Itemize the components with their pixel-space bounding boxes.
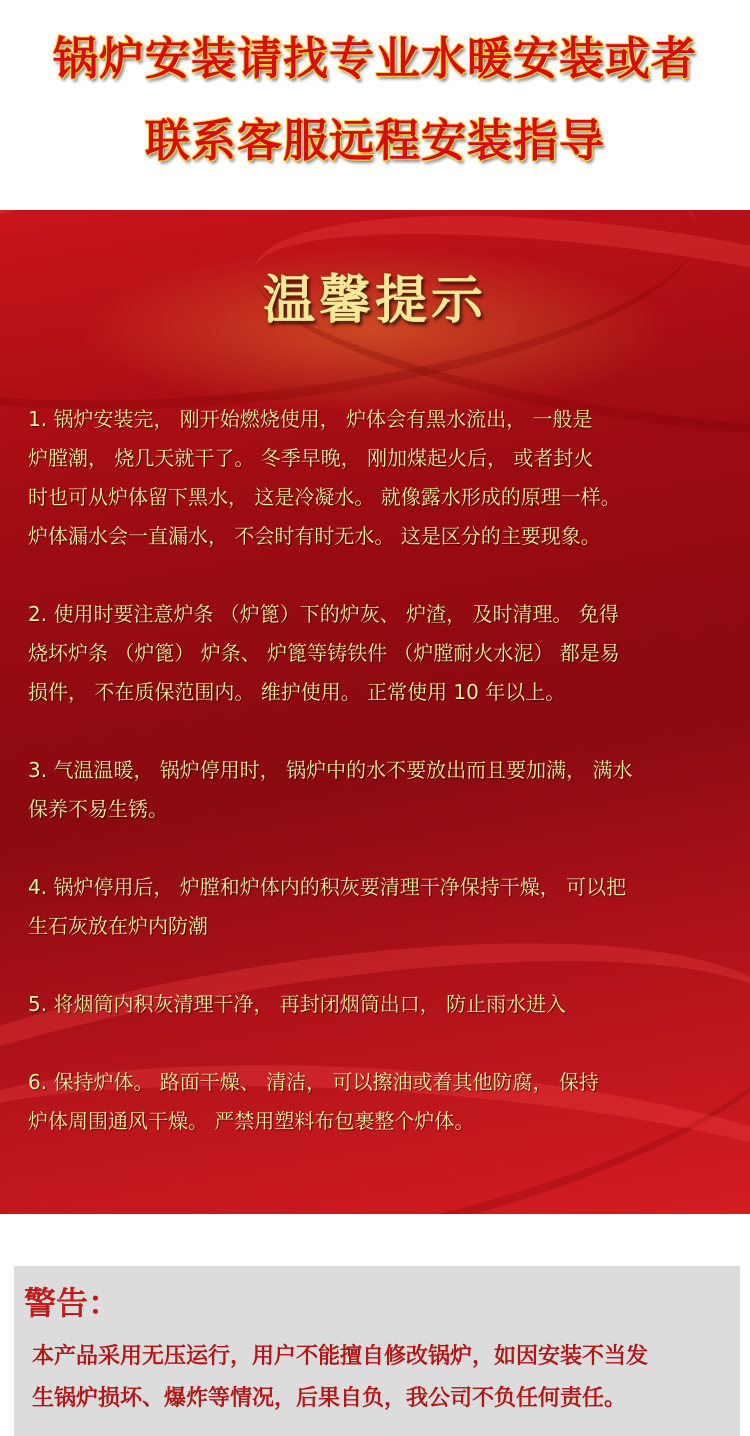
tip-item: 6. 保持炉体。 路面干燥、 清洁， 可以擦油或着其他防腐， 保持 炉体周围通风干燥。 严禁用塑料布包裹整个炉体。 [28, 1070, 599, 1133]
tip-item: 3. 气温温暖， 锅炉停用时， 锅炉中的水不要放出而且要加满， 满水 保养不易生锈。 [28, 758, 633, 821]
header-line-1: 锅炉安装请找专业水暖安装或者 [52, 32, 697, 85]
notice-title: 温馨提示 [262, 270, 487, 331]
notice-panel [0, 210, 750, 1214]
tips-list [28, 400, 728, 1180]
tip-item: 5. 将烟筒内积灰清理干净， 再封闭烟筒出口， 防止雨水进入 [28, 992, 567, 1016]
tip-item: 1. 锅炉安装完， 刚开始燃烧使用， 炉体会有黑水流出， 一般是 炉膛潮， 烧几天就干了。 冬季早晚， 刚加煤起火后， 或者封火 时也可从炉体留下黑水， 这是冷凝水。 就像露水形成的原理一样。 炉体漏水会一直漏水， 不会时有时无水。 这是区分的主要现象。 [28, 407, 621, 548]
warning-title: 警告： [24, 1284, 121, 1322]
tip-item: 2. 使用时要注意炉条 （炉篦）下的炉灰、 炉渣， 及时清理。 免得 烧坏炉条 （炉篦） 炉条、 炉篦等铸铁件 （炉膛耐火水泥） 都是易 损件， 不在质保范围内。 维护使用。 正常使用 10 年以上。 [28, 602, 620, 704]
header-line-2: 联系客服远程安装指导 [144, 114, 605, 167]
warning-body: 本产品采用无压运行，用户不能擅自修改锅炉，如因安装不当发 生锅炉损坏、爆炸等情况，后果自负，我公司不负任何责任。 [32, 1344, 649, 1411]
warning-box [14, 1266, 740, 1436]
header-banner [0, 0, 750, 210]
tip-item: 4. 锅炉停用后， 炉膛和炉体内的积灰要清理干净保持干燥， 可以把 生石灰放在炉内防潮 [28, 875, 627, 938]
